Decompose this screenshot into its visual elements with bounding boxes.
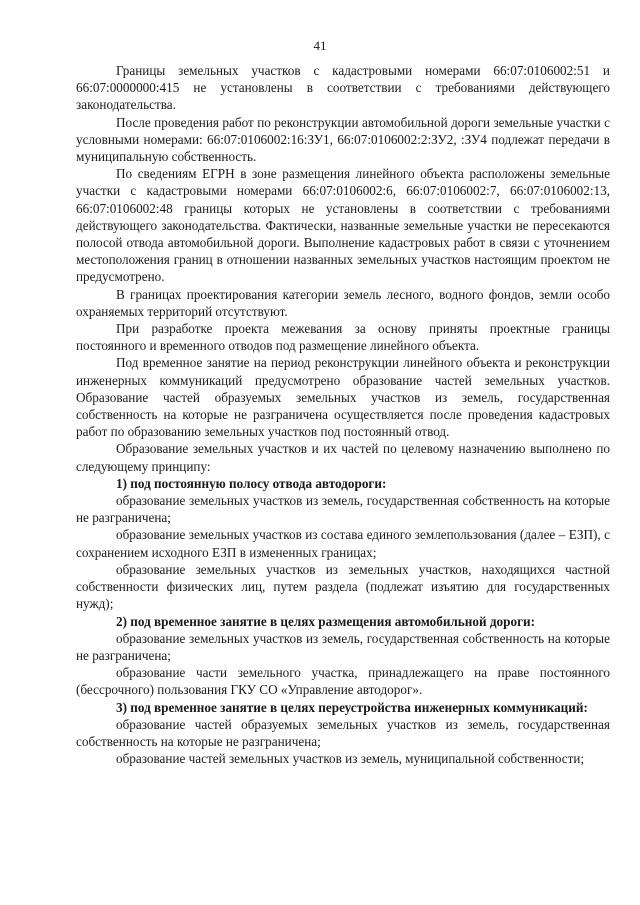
section-heading: 3) под временное занятие в целях переустройства инженерных коммуникаций: [116,699,588,715]
section-heading: 1) под постоянную полосу отвода автодороги: [116,475,387,491]
paragraph: При разработке проекта межевания за основу приняты проектные границы постоянного и временного отводов под размещение линейного объекта. [76,321,610,354]
paragraph: По сведениям ЕГРН в зоне размещения линейного объекта расположены земельные участки с кадастровыми номерами 66:07:0106002:6, 66:07:0106002:7, 66:07:0106002:13, 66:07:0106002:48 границы которых не установлены в соответствии с требованиями действующего законодательства. Фактически, названные земельные участки не пересекаются полосой отвода автомобильной дороги. Выполнение кадастровых работ в связи с уточнением местоположения границ в отношении названных земельных участков настоящим проектом не предусмотрено. [76,166,610,285]
paragraph: Образование земельных участков и их частей по целевому назначению выполнено по следующему принципу: [76,441,610,474]
paragraph: образование земельных участков из состава единого землепользования (далее – ЕЗП), с сохранением исходного ЕЗП в измененных границах; [76,527,610,560]
paragraph: образование земельных участков из земель, государственная собственность на которые не разграничена; [76,630,610,663]
document-body [76,62,610,767]
paragraph: После проведения работ по реконструкции автомобильной дороги земельные участки с условными номерами: 66:07:0106002:16:ЗУ1, 66:07:0106002:2:ЗУ2, :ЗУ4 подлежат передачи в муниципальную собственность. [76,114,610,165]
page-number: 41 [313,38,327,53]
paragraph: образование частей образуемых земельных участков из земель, государственная собственность на которые не разграничена; [76,716,610,749]
paragraph: Под временное занятие на период реконструкции линейного объекта и реконструкции инженерных коммуникаций предусмотрено образование частей земельных участков. Образование частей образуемых земельных участков из земель, государственная собственность на которые не разграничена осуществляется после проведения кадастровых работ по образованию земельных участков под постоянный отвод. [76,355,610,440]
paragraph: В границах проектирования категории земель лесного, водного фондов, земли особо охраняемых территорий отсутствуют. [76,286,610,319]
paragraph: образование части земельного участка, принадлежащего на праве постоянного (бессрочного) пользования ГКУ СО «Управление автодорог». [76,665,610,698]
paragraph: образование земельных участков из земельных участков, находящихся частной собственности физических лиц, путем раздела (подлежат изъятию для государственных нужд); [76,561,610,612]
paragraph: образование земельных участков из земель, государственная собственность на которые не разграничена; [76,493,610,526]
paragraph: образование частей земельных участков из земель, муниципальной собственности; [116,751,585,767]
section-heading: 2) под временное занятие в целях размещения автомобильной дороги: [116,613,536,629]
paragraph: Границы земельных участков с кадастровыми номерами 66:07:0106002:51 и 66:07:0000000:415 не установлены в соответствии с требованиями действующего законодательства. [76,63,610,113]
